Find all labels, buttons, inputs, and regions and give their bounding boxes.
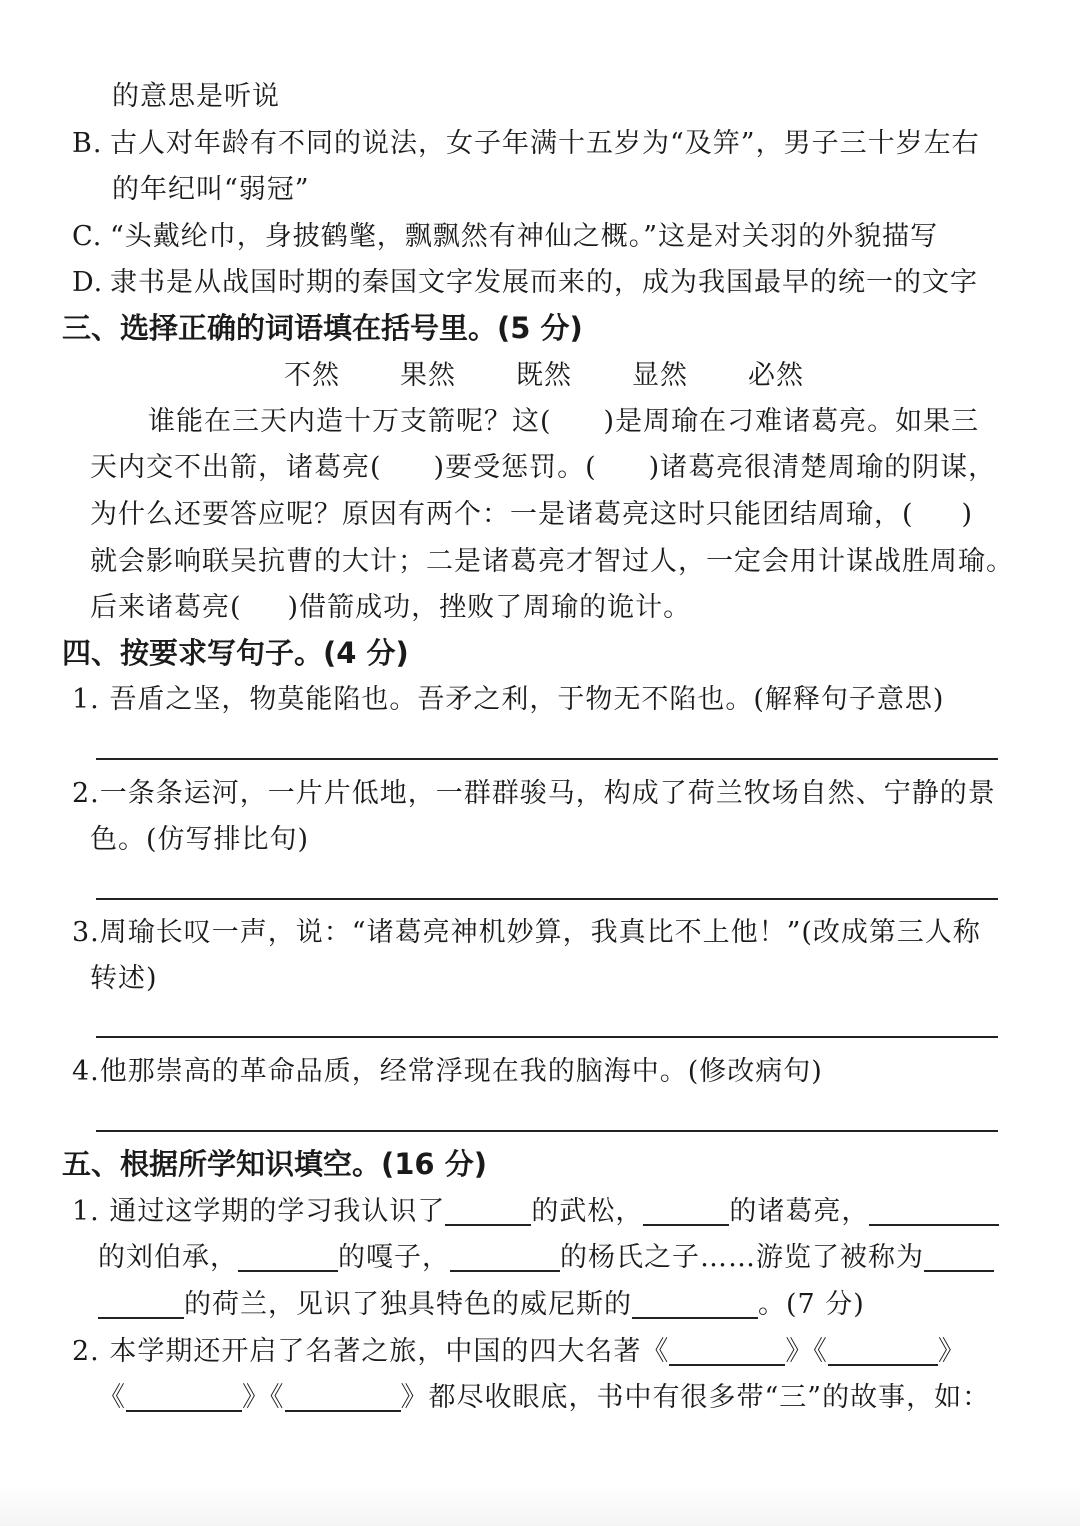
- option-d-text: 隶书是从战国时期的秦国文字发展而来的，成为我国最早的统一的文字: [110, 267, 978, 298]
- question-text: 》《: [785, 1336, 828, 1367]
- passage-text: ): [961, 499, 974, 530]
- question-5-1-cont: [98, 1285, 865, 1325]
- option-b: [72, 124, 980, 164]
- option-b-text-cont: 的年纪叫“弱冠”: [112, 174, 310, 205]
- answer-line[interactable]: [96, 1130, 998, 1132]
- fill-blank[interactable]: [632, 1287, 758, 1319]
- section-4-heading: 四、按要求写句子。(4 分): [62, 636, 409, 670]
- passage-text: )要受惩罚。(: [433, 452, 597, 483]
- fill-blank[interactable]: [450, 1240, 560, 1272]
- question-5-1-cont: [98, 1238, 994, 1278]
- answer-line[interactable]: [96, 1036, 998, 1038]
- question-text: 的杨氏之子……游览了被称为: [560, 1242, 924, 1273]
- passage-line: [90, 448, 996, 488]
- question-text: 的嘎子，: [338, 1242, 450, 1273]
- question-text: 》: [937, 1336, 966, 1367]
- question-text: 的荷兰，见识了独具特色的威尼斯的: [184, 1289, 632, 1320]
- fill-blank[interactable]: [643, 1194, 729, 1226]
- question-text: 》都尽收眼底，书中有很多带“三”的故事，如：: [400, 1382, 991, 1413]
- fill-blank[interactable]: [98, 1287, 184, 1319]
- option-d: [72, 263, 978, 303]
- question-5-2-cont: [98, 1378, 990, 1418]
- question-text: 2. 本学期还开启了名著之旅，中国的四大名著《: [72, 1336, 670, 1367]
- section-3-heading: 三、选择正确的词语填在括号里。(5 分): [62, 311, 583, 345]
- passage-line: [90, 495, 973, 535]
- option-a-tail: 的意思是听说: [112, 81, 280, 112]
- passage-text: )诸葛亮很清楚周瑜的阴谋，: [648, 452, 997, 483]
- word-option: 不然: [284, 360, 340, 391]
- word-option: 必然: [748, 360, 804, 391]
- passage-line: [90, 588, 691, 628]
- fill-blank[interactable]: [669, 1334, 785, 1366]
- question-4-3-cont: 转述): [90, 963, 158, 994]
- passage-line: [148, 402, 979, 442]
- question-text: 1. 通过这学期的学习我认识了: [72, 1196, 446, 1227]
- fill-blank[interactable]: [126, 1380, 242, 1412]
- question-text: 《: [98, 1382, 126, 1413]
- option-b-text: 古人对年龄有不同的说法，女子年满十五岁为“及笄”，男子三十岁左右: [110, 128, 980, 159]
- fill-blank[interactable]: [285, 1380, 401, 1412]
- word-option: 显然: [632, 360, 688, 391]
- option-d-label: D.: [72, 267, 104, 298]
- passage-text: 谁能在三天内造十万支箭呢？这(: [148, 406, 552, 437]
- passage-text: )借箭成功，挫败了周瑜的诡计。: [287, 592, 692, 623]
- question-text: 》《: [242, 1382, 285, 1413]
- question-text: 的诸葛亮，: [729, 1196, 870, 1227]
- passage-text: )是周瑜在刁难诸葛亮。如果三: [603, 406, 980, 437]
- question-4-3: 3.周瑜长叹一声，说：“诸葛亮神机妙算，我真比不上他！”(改成第三人称: [72, 917, 981, 948]
- question-4-2-cont: 色。(仿写排比句): [90, 824, 310, 855]
- answer-line[interactable]: [96, 758, 998, 760]
- answer-line[interactable]: [96, 898, 998, 900]
- word-bank: [284, 356, 864, 396]
- fill-blank[interactable]: [828, 1334, 938, 1366]
- option-c-label: C.: [72, 221, 103, 252]
- option-b-label: B.: [72, 128, 103, 159]
- fill-blank[interactable]: [924, 1240, 994, 1272]
- passage-text: 为什么还要答应呢？原因有两个：一是诸葛亮这时只能团结周瑜，(: [90, 499, 914, 530]
- question-text: 的武松，: [531, 1196, 644, 1227]
- question-text: 的刘伯承，: [98, 1242, 238, 1273]
- question-5-2: [72, 1332, 966, 1372]
- question-5-1: [72, 1192, 999, 1232]
- section-5-heading: 五、根据所学知识填空。(16 分): [62, 1147, 487, 1181]
- question-4-1: 1. 吾盾之坚，物莫能陷也。吾矛之利，于物无不陷也。(解释句子意思): [72, 684, 945, 715]
- passage-text: 后来诸葛亮(: [90, 592, 242, 623]
- word-option: 既然: [516, 360, 572, 391]
- page-bottom-shadow: [0, 1486, 1080, 1526]
- question-4-2: 2.一条条运河，一片片低地，一群群骏马，构成了荷兰牧场自然、宁静的景: [72, 778, 996, 809]
- word-option: 果然: [400, 360, 456, 391]
- option-c-text: “头戴纶巾，身披鹤氅，飘飘然有神仙之概。”这是对关羽的外貌描写: [110, 221, 939, 252]
- passage-text: 天内交不出箭，诸葛亮(: [90, 452, 382, 483]
- fill-blank[interactable]: [238, 1240, 338, 1272]
- question-text: 。(7 分): [758, 1289, 865, 1320]
- fill-blank[interactable]: [869, 1194, 999, 1226]
- passage-line: 就会影响联吴抗曹的大计；二是诸葛亮才智过人，一定会用计谋战胜周瑜。: [90, 546, 1014, 577]
- fill-blank[interactable]: [445, 1194, 531, 1226]
- option-c: [72, 217, 938, 257]
- question-4-4: 4.他那崇高的革命品质，经常浮现在我的脑海中。(修改病句): [72, 1056, 823, 1087]
